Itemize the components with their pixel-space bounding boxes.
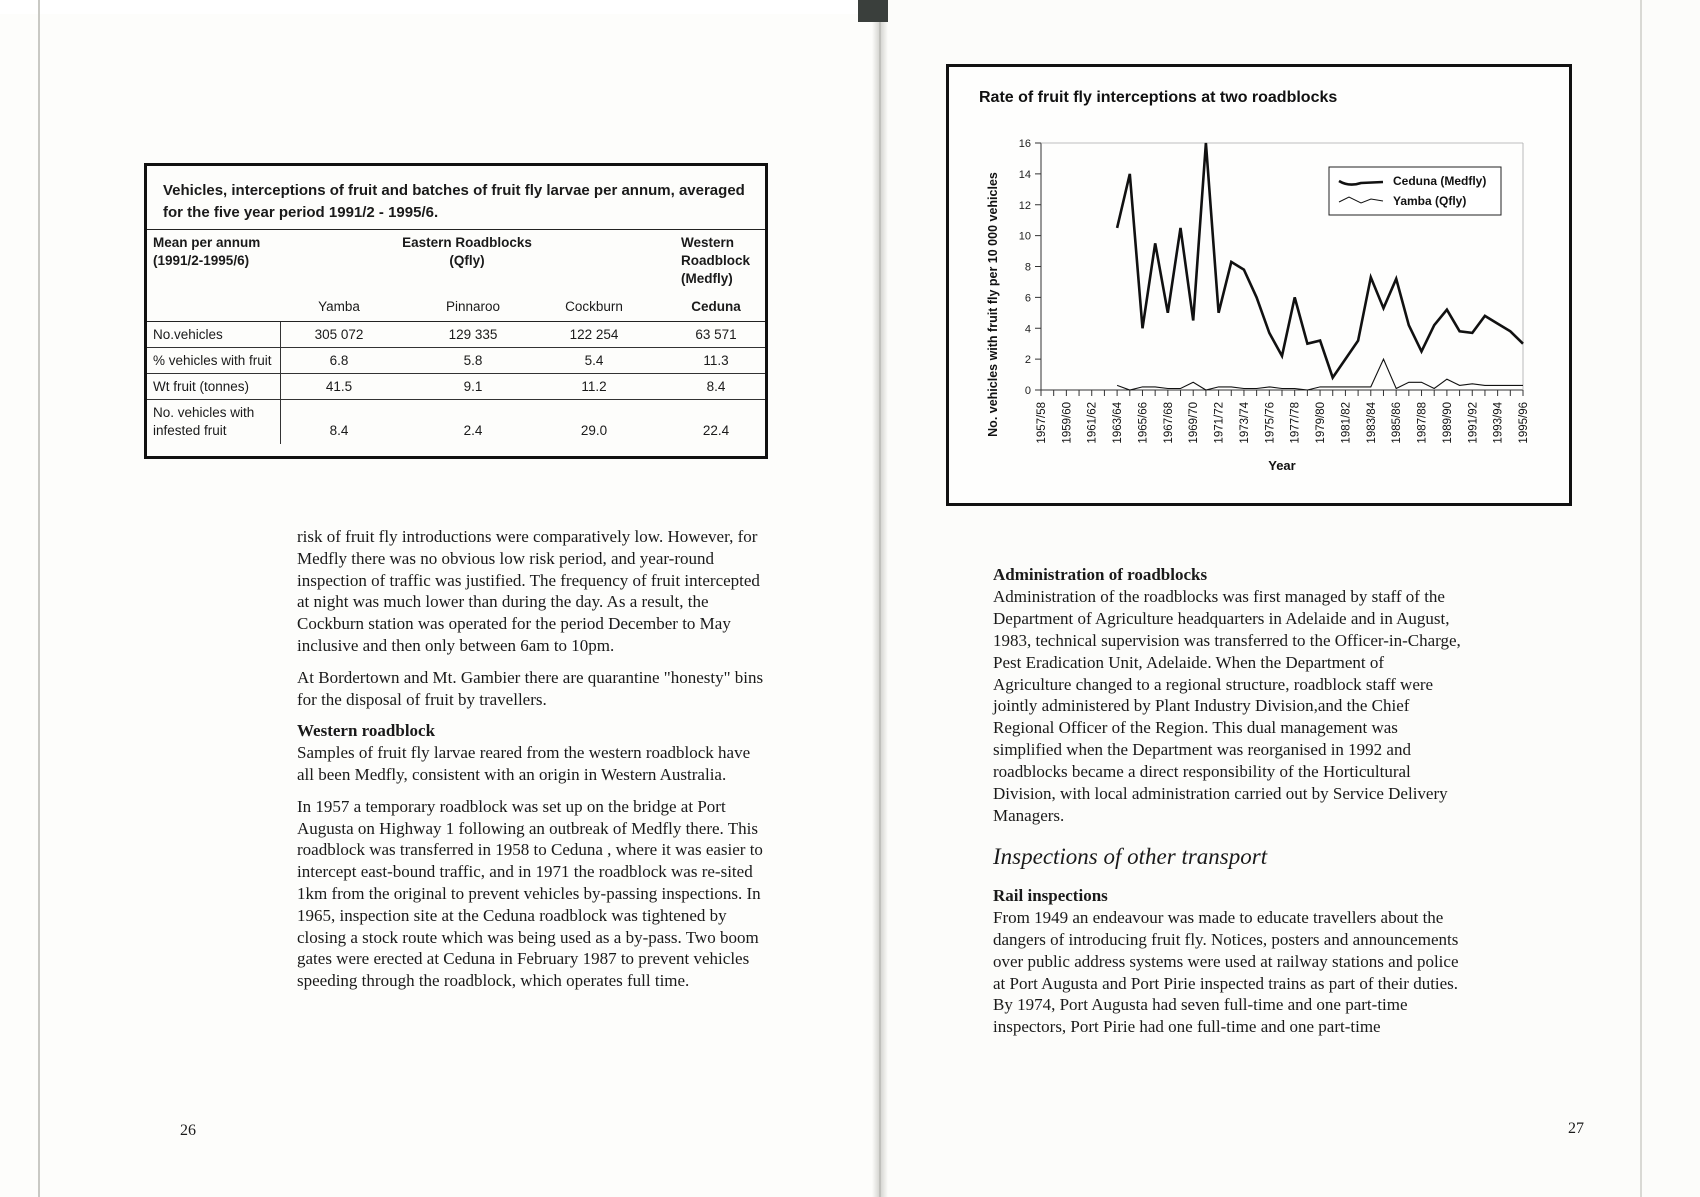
x-tick-label: 1961/62 — [1086, 402, 1099, 444]
col-ceduna: Ceduna — [691, 299, 741, 314]
x-tick-label: 1983/84 — [1365, 402, 1378, 444]
right-body-text — [993, 564, 1463, 1038]
paragraph: Administration of the roadblocks was first managed by staff of the Department of Agriculture headquarters in Adelaide and in August, 1983, technical supervision was transferred to the Officer-in-Charge, Pest Eradication Unit, Adelaide. When the Department of Agriculture changed to a regional structure, roadblock staff were jointly administered by Plant Industry Division,and the Chief Regional Officer of the Region. This dual management was simplified when the Department was reorganised in 1992 and roadblocks became a direct responsibility of the Horticultural Division, with local administration carried out by Service Delivery Managers. — [993, 586, 1461, 825]
y-tick-label: 10 — [1018, 230, 1031, 243]
table-row — [147, 322, 765, 348]
mean-per-annum-label: Mean per annum (1991/2-1995/6) — [153, 235, 261, 268]
y-axis-label: No. vehicles with fruit fly per 10 000 vehicles — [986, 172, 1000, 437]
row-label: % vehicles with fruit — [147, 348, 281, 373]
western-roadblock-heading: Western roadblock — [297, 721, 436, 741]
interceptions-chart — [946, 64, 1572, 506]
y-tick-label: 14 — [1018, 168, 1031, 181]
y-tick-label: 4 — [1024, 323, 1031, 336]
series-line-yamba — [1117, 359, 1523, 390]
x-tick-label: 1981/82 — [1340, 402, 1353, 444]
x-tick-label: 1987/88 — [1416, 402, 1429, 444]
x-tick-label: 1959/60 — [1061, 402, 1074, 444]
cell: 5.4 — [584, 353, 604, 368]
chart-svg — [949, 67, 1575, 509]
table-row — [147, 348, 765, 374]
cell: 129 335 — [448, 327, 498, 342]
x-tick-label: 1971/72 — [1213, 402, 1226, 444]
table-header — [147, 230, 765, 322]
x-axis-label: Year — [1268, 458, 1296, 473]
x-tick-label: 1957/58 — [1036, 402, 1048, 444]
book-gutter — [872, 0, 888, 1197]
x-tick-label: 1965/66 — [1137, 402, 1150, 444]
vehicles-table — [144, 163, 768, 459]
table-row — [147, 374, 765, 400]
x-tick-label: 1977/78 — [1289, 402, 1302, 444]
col-yamba: Yamba — [318, 299, 360, 314]
cell: 2.4 — [463, 423, 483, 438]
x-tick-label: 1967/68 — [1162, 402, 1175, 444]
table-row — [147, 400, 765, 444]
left-body-text — [297, 526, 767, 1002]
cell: 41.5 — [325, 379, 353, 394]
y-tick-label: 16 — [1018, 138, 1031, 150]
row-label: No. vehicles with infested fruit — [147, 400, 281, 444]
y-tick-label: 12 — [1018, 199, 1031, 212]
col-cockburn: Cockburn — [565, 299, 623, 314]
chart-title: Rate of fruit fly interceptions at two roadblocks — [979, 89, 1338, 106]
table-caption: Vehicles, interceptions of fruit and batches of fruit fly larvae per annum, averaged for the five year period 1991/2 - 1995/6. — [147, 166, 765, 230]
cell: 6.8 — [329, 353, 349, 368]
cell: 5.8 — [463, 353, 483, 368]
cell: 122 254 — [569, 327, 619, 342]
section-title: Inspections of other transport — [993, 843, 1268, 869]
row-label: Wt fruit (tonnes) — [147, 374, 281, 399]
x-tick-label: 1995/96 — [1518, 402, 1530, 444]
cell: 9.1 — [463, 379, 483, 394]
cell: 11.2 — [581, 379, 607, 394]
eastern-roadblocks-label: Eastern Roadblocks (Qfly) — [402, 235, 532, 268]
x-tick-label: 1975/76 — [1264, 402, 1277, 444]
x-tick-label: 1969/70 — [1188, 402, 1201, 444]
cell: 11.3 — [703, 353, 729, 368]
paragraph: Samples of fruit fly larvae reared from the western roadblock have all been Medfly, consistent with an origin in Western Australia. — [297, 743, 751, 784]
scan-edge-right — [1640, 0, 1642, 1197]
scan-edge-left — [38, 0, 40, 1197]
scan-top-band — [0, 0, 880, 14]
admin-heading: Administration of roadblocks — [993, 565, 1208, 584]
page-number-left: 26 — [180, 1122, 196, 1139]
x-tick-label: 1979/80 — [1315, 402, 1328, 444]
x-tick-label: 1989/90 — [1441, 402, 1454, 444]
western-roadblock-label: Western Roadblock (Medfly) — [681, 235, 751, 286]
rail-heading: Rail inspections — [993, 885, 1108, 905]
cell: 8.4 — [329, 423, 349, 438]
row-label: No.vehicles — [147, 322, 281, 347]
cell: 63 571 — [695, 327, 737, 342]
legend-label-ceduna: Ceduna (Medfly) — [1393, 174, 1487, 188]
cell: 305 072 — [314, 327, 364, 342]
x-tick-label: 1993/94 — [1492, 402, 1505, 444]
spine-mark — [858, 0, 888, 22]
paragraph: risk of fruit fly introductions were comparatively low. However, for Medfly there was no obvious low risk period, and year-round inspection of traffic was justified. The frequency of fruit intercepted at night was much lower than during the day. As a result, the Cockburn station was operated for the period December to May inclusive and then only between 6am to 10pm. — [297, 527, 760, 655]
x-tick-label: 1985/86 — [1391, 402, 1404, 444]
y-tick-label: 8 — [1024, 261, 1031, 274]
y-tick-label: 6 — [1024, 292, 1031, 305]
paragraph: At Bordertown and Mt. Gambier there are quarantine "honesty" bins for the disposal of fruit by travellers. — [297, 667, 764, 709]
cell: 22.4 — [702, 423, 730, 438]
col-pinnaroo: Pinnaroo — [445, 299, 501, 314]
y-tick-label: 2 — [1024, 354, 1031, 367]
legend-label-yamba: Yamba (Qfly) — [1393, 194, 1467, 208]
cell: 8.4 — [706, 379, 726, 394]
paragraph: From 1949 an endeavour was made to educate travellers about the dangers of introducing fruit fly. Notices, posters and announcements over public address systems were used at railway stations and police at Port Augusta and Port Pirie inspected trains as part of their duties. By 1974, Port Augusta had seven full-time and one part-time inspectors, Port Pirie had one full-time and one part-time — [993, 907, 1459, 1037]
y-tick-label: 0 — [1024, 385, 1031, 397]
x-tick-label: 1991/92 — [1467, 402, 1480, 444]
x-tick-label: 1973/74 — [1238, 402, 1251, 444]
page-number-right: 27 — [1568, 1120, 1584, 1137]
cell: 29.0 — [580, 423, 608, 438]
x-tick-label: 1963/64 — [1112, 402, 1125, 444]
paragraph: In 1957 a temporary roadblock was set up on the bridge at Port Augusta on Highway 1 following an outbreak of Medfly there. This roadblock was transferred in 1958 to Ceduna , where it was easier to intercept east-bound traffic, and in 1971 the roadblock was re-sited 1km from the original to prevent vehicles by-passing inspections. In 1965, inspection site at the Ceduna roadblock was tightened by closing a stock route which was being used as a by-pass. Two boom gates were erected at Ceduna in February 1987 to prevent vehicles speeding through the roadblock, which operates full time. — [297, 796, 763, 991]
